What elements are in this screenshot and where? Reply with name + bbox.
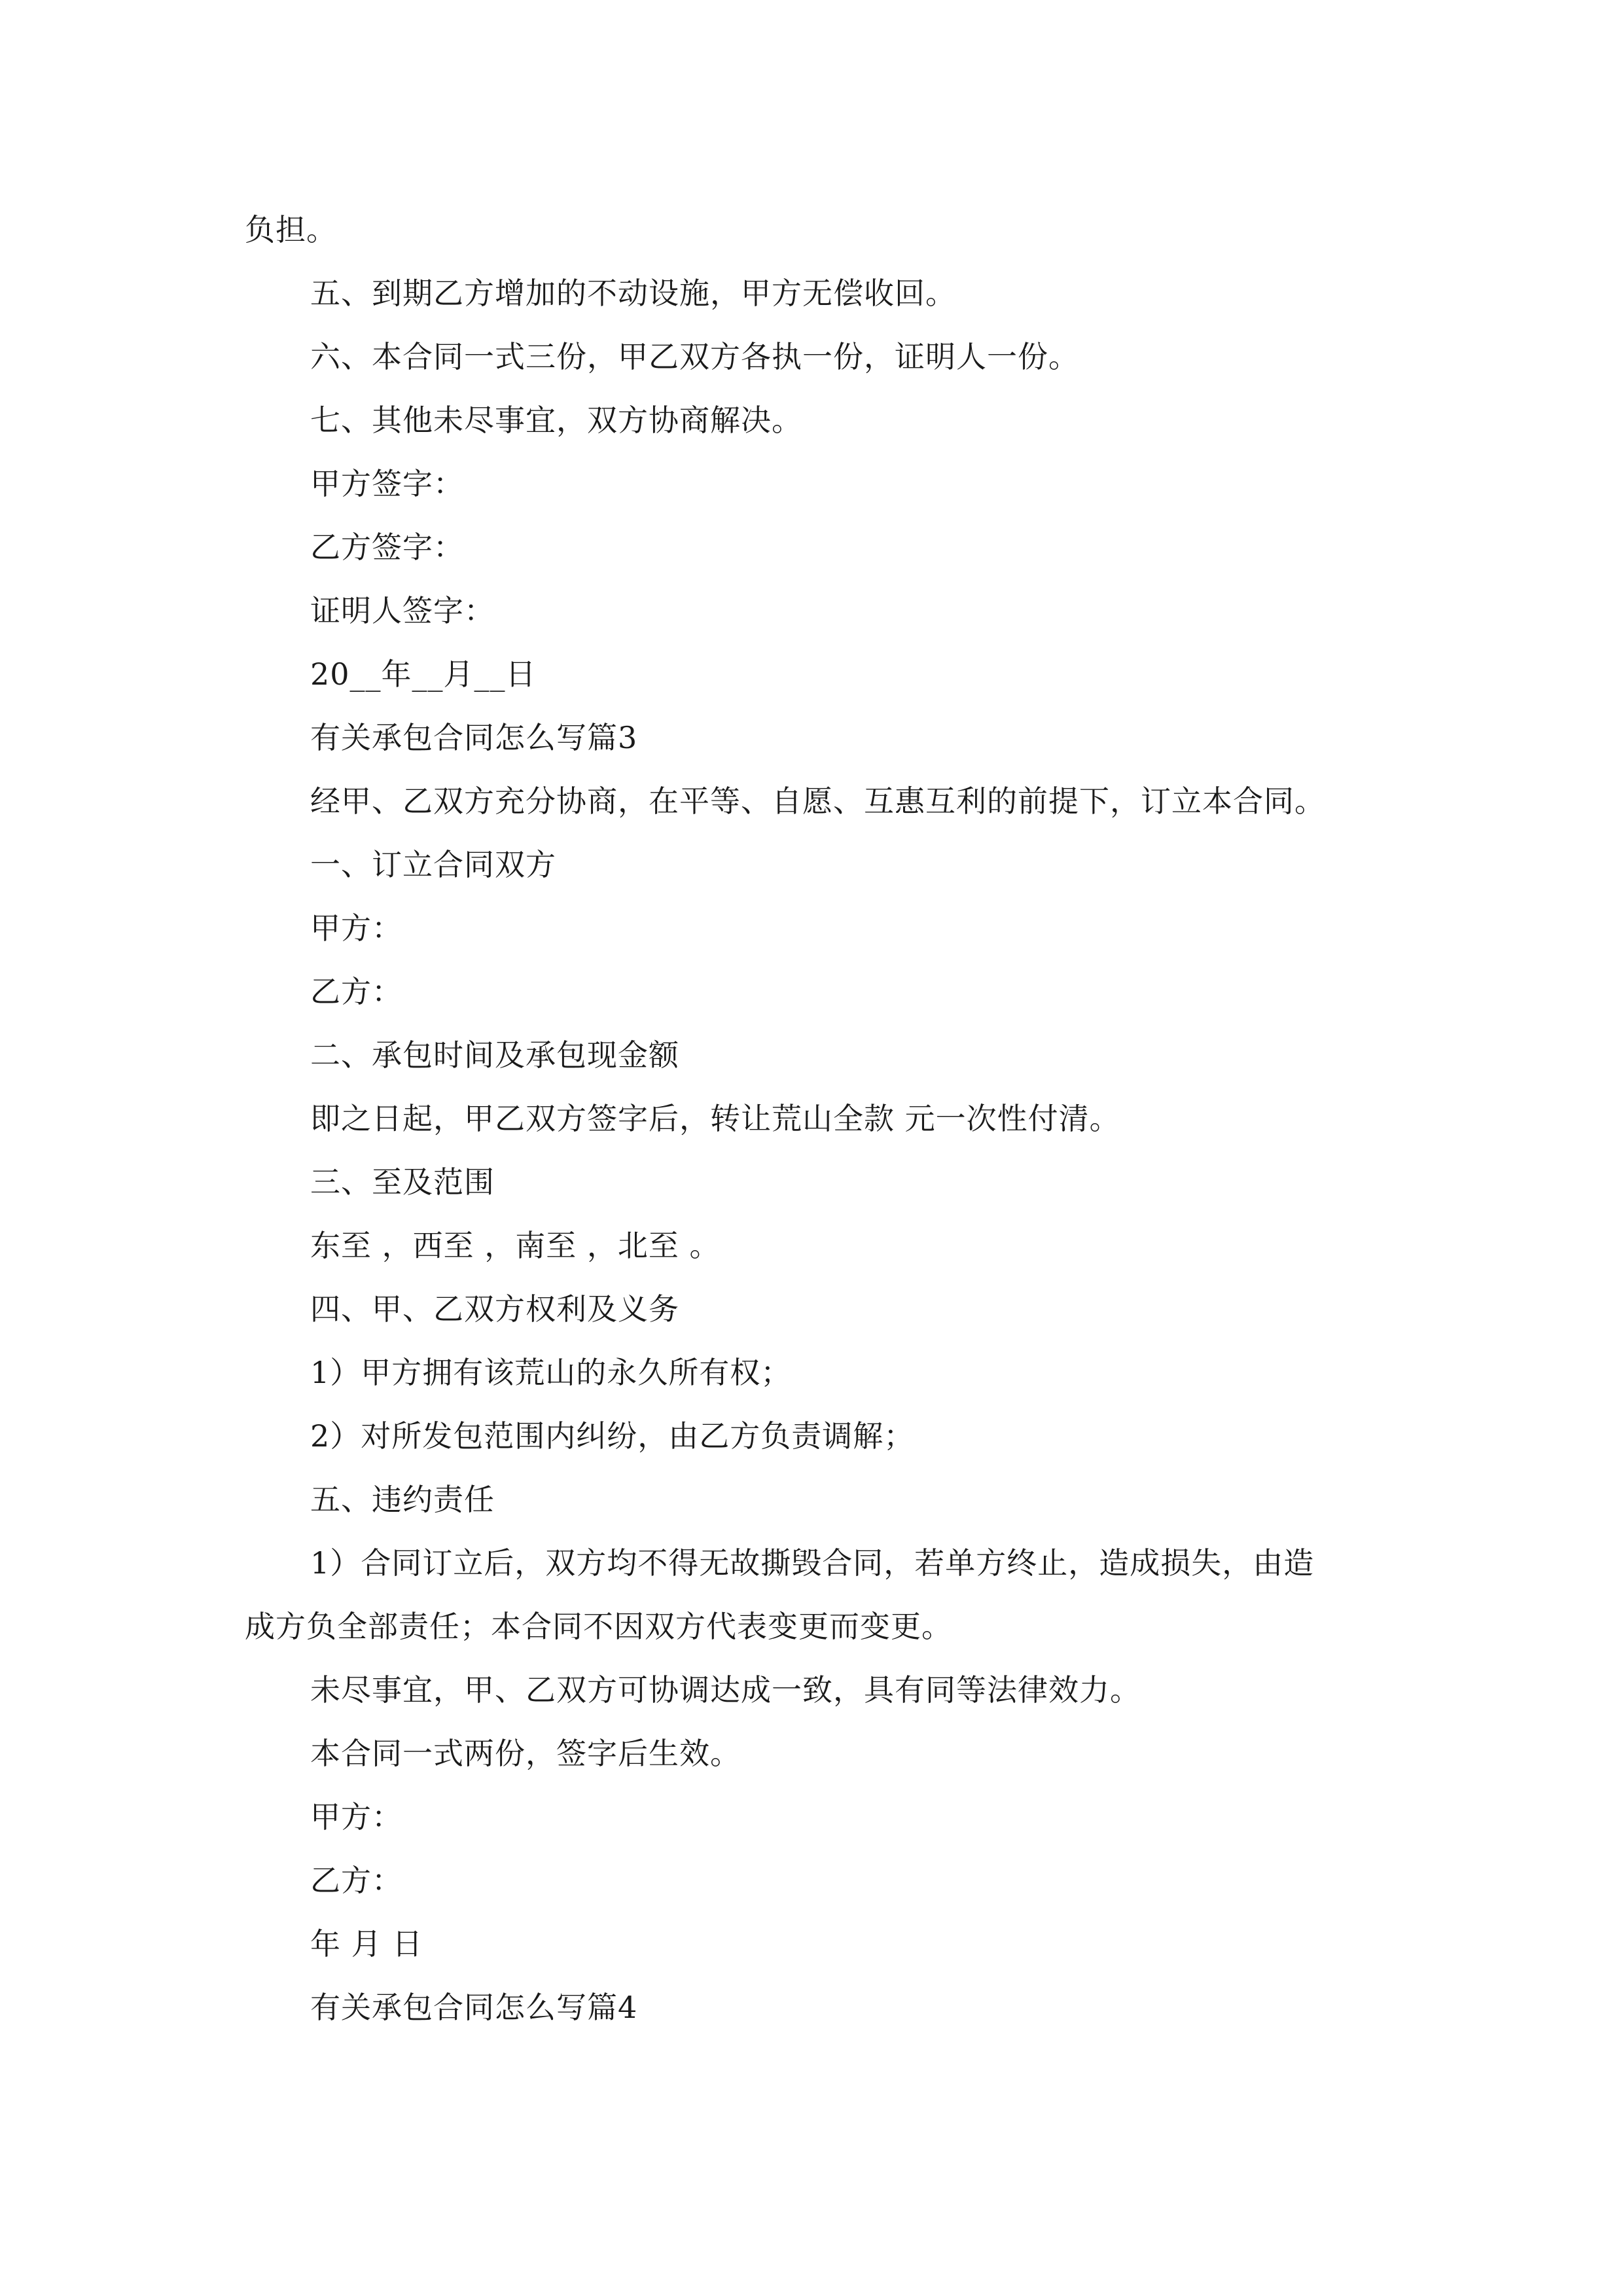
party-b-label: 乙方： [310,974,402,1009]
article-three-heading: 三、至及范围 [310,1164,495,1200]
witness-signature: 证明人签字： [310,593,495,628]
article-four-item-1: 1）甲方拥有该荒山的永久所有权； [310,1355,792,1390]
party-b-signature: 乙方签字： [310,529,464,565]
paragraph-continuation: 负担。 [245,212,337,247]
party-a-signature: 甲方签字： [310,466,464,501]
article-four-item-2: 2）对所发包范围内纠纷，由乙方负责调解； [310,1418,915,1454]
article-five-item-1: 1）合同订立后，双方均不得无故撕毁合同，若单方终止，造成损失，由造 [310,1545,1315,1581]
article-two-body: 即之日起，甲乙双方签字后，转让荒山全款 元一次性付清。 [310,1101,1120,1136]
clause-seven: 七、其他未尽事宜，双方协商解决。 [310,403,802,438]
article-five-heading: 五、违约责任 [310,1482,495,1517]
party-a-label: 甲方： [310,910,402,946]
article-one-heading: 一、订立合同双方 [310,847,556,882]
section-heading-3: 有关承包合同怎么写篇3 [310,720,638,755]
clause-six: 六、本合同一式三份，甲乙双方各执一份，证明人一份。 [310,339,1079,374]
party-b-sign-label: 乙方： [310,1863,402,1898]
section-heading-4: 有关承包合同怎么写篇4 [310,1990,638,2025]
party-a-sign-label: 甲方： [310,1799,402,1835]
date-line: 20__年__月__日 [310,656,537,692]
clause-five: 五、到期乙方增加的不动设施，甲方无偿收回。 [310,276,956,311]
preamble: 经甲、乙双方充分协商，在平等、自愿、互惠互利的前提下，订立本合同。 [310,783,1325,819]
article-five-item-1-cont: 成方负全部责任；本合同不因双方代表变更而变更。 [245,1609,952,1644]
article-three-body: 东至 ，西至 ，南至 ，北至 。 [310,1228,721,1263]
article-two-heading: 二、承包时间及承包现金额 [310,1037,679,1073]
supplementary-clause: 未尽事宜，甲、乙双方可协调达成一致，具有同等法律效力。 [310,1672,1141,1708]
date-placeholder: 年 月 日 [310,1926,423,1962]
copies-clause: 本合同一式两份，签字后生效。 [310,1736,741,1771]
article-four-heading: 四、甲、乙双方权利及义务 [310,1291,679,1327]
